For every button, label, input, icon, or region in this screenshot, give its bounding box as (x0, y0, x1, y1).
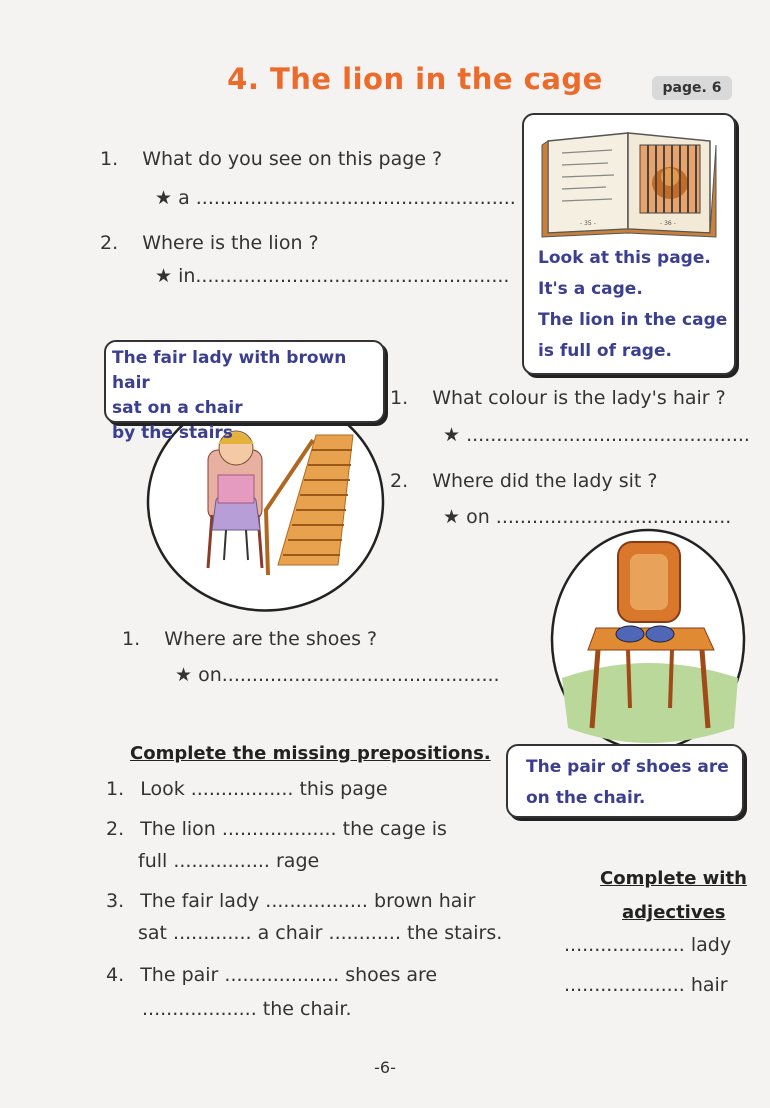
item-line-continued: full ................ rage (138, 850, 320, 872)
preposition-item-3 (106, 890, 475, 912)
question-text: What colour is the lady's hair ? (432, 387, 726, 409)
callout-line: It's a cage. (538, 279, 643, 299)
question-2-2 (390, 470, 658, 492)
answer-line-2-2: ★ on ....................................... (443, 506, 732, 528)
callout-line: is full of rage. (538, 341, 672, 361)
callout-line: by the stairs (112, 423, 233, 443)
shoes-on-chair-illustration (548, 528, 748, 760)
adjective-item-1: .................... lady (564, 934, 732, 956)
adjectives-heading-line-2: adjectives (622, 902, 726, 923)
callout-pair-of-shoes (506, 744, 744, 818)
callout-line: on the chair. (526, 788, 646, 808)
callout-line: sat on a chair (112, 398, 243, 418)
question-3-1 (122, 628, 377, 650)
item-line: The lion ................... the cage is (140, 818, 447, 840)
item-line-continued: ................... the chair. (142, 998, 352, 1020)
question-number: 1. (390, 387, 409, 409)
question-number: 1. (122, 628, 141, 650)
answer-line-3-1: ★ on.............................................. (175, 664, 500, 686)
item-number: 4. (106, 964, 125, 986)
answer-line-1-1: ★ a ..................................................... (155, 187, 516, 209)
item-number: 3. (106, 890, 125, 912)
item-line: Look ................. this page (140, 778, 388, 800)
callout-line: The pair of shoes are (526, 757, 729, 777)
item-line: The fair lady ................. brown hair (140, 890, 476, 912)
prepositions-heading: Complete the missing prepositions. (130, 743, 491, 764)
book-right-page-number: - 36 - (660, 220, 676, 227)
question-number: 2. (100, 232, 119, 254)
adjective-item-2: .................... hair (564, 974, 728, 996)
question-number: 2. (390, 470, 409, 492)
adjectives-heading-line-1: Complete with (600, 868, 747, 889)
preposition-item-4 (106, 964, 437, 986)
callout-fair-lady (104, 340, 385, 443)
page-number: -6- (374, 1058, 396, 1077)
question-text: Where are the shoes ? (164, 628, 378, 650)
question-number: 1. (100, 148, 119, 170)
question-text: Where did the lady sit ? (432, 470, 658, 492)
callout-line: The fair lady with brown hair (112, 348, 347, 393)
item-line-continued: sat ............. a chair ............ the stairs. (138, 922, 503, 944)
book-lion-illustration (530, 121, 730, 241)
question-2-1 (390, 387, 726, 409)
answer-line-2-1: ★ ............................................... (443, 424, 750, 446)
answer-line-1-2: ★ in.................................................... (155, 265, 510, 287)
callout-line: Look at this page. (538, 248, 711, 268)
preposition-item-2 (106, 818, 447, 840)
book-left-page-number: - 35 - (580, 220, 596, 227)
question-text: What do you see on this page ? (142, 148, 443, 170)
item-number: 2. (106, 818, 125, 840)
question-text: Where is the lion ? (142, 232, 319, 254)
question-1-1 (100, 148, 442, 170)
callout-lion-cage (522, 113, 736, 375)
callout-line: The lion in the cage (538, 310, 728, 330)
item-line: The pair ................... shoes are (140, 964, 438, 986)
page-title: 4. The lion in the cage (227, 62, 603, 96)
item-number: 1. (106, 778, 125, 800)
preposition-item-1 (106, 778, 388, 800)
question-1-2 (100, 232, 319, 254)
page-tag: page. 6 (652, 76, 732, 100)
